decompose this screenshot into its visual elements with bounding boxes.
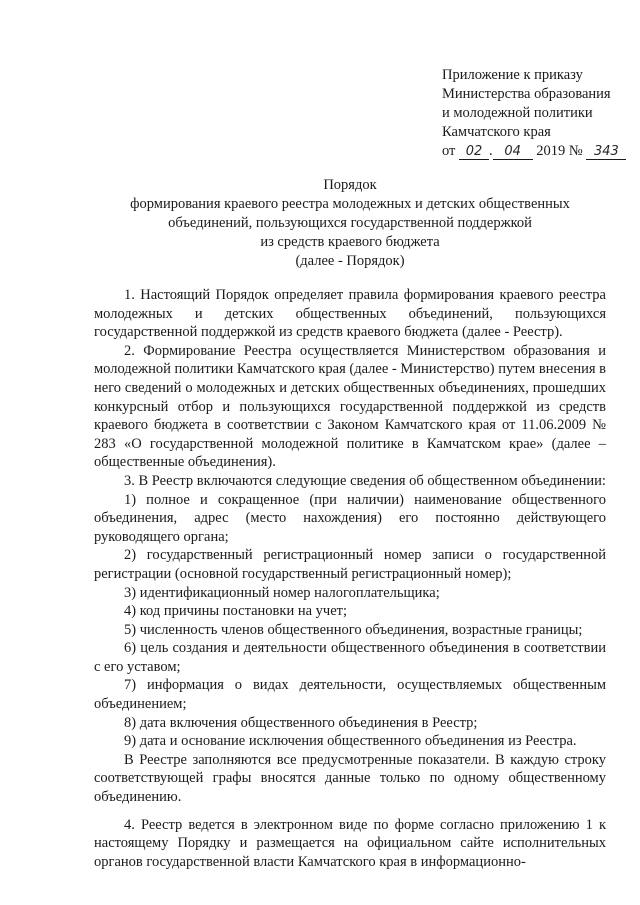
appendix-line: Приложение к приказу bbox=[442, 67, 583, 83]
title-line: (далее - Порядок) bbox=[295, 253, 405, 269]
paragraph: В Реестре заполняются все предусмотренные показатели. В каждую строку соответствующей графы вносятся данные только по одному общественному объединению. bbox=[94, 751, 606, 806]
title-line: Порядок bbox=[323, 177, 377, 193]
list-item: 1) полное и сокращенное (при наличии) наименование общественного объединения, адрес (место нахождения) его постоянно действующего руководящего органа; bbox=[94, 491, 606, 545]
paragraph: 1. Настоящий Порядок определяет правила формирования краевого реестра молодежных и детских общественных объединений, пользующихся государственной поддержкой из средств краевого бюджета (далее - Реестр). bbox=[94, 287, 606, 341]
appendix-line: Камчатского края bbox=[442, 124, 551, 140]
handwritten-month: 04 bbox=[493, 145, 533, 160]
list-item: 5) численность членов общественного объединения, возрастные границы; bbox=[124, 621, 583, 638]
list-item: 6) цель создания и деятельности общественного объединения в соответствии с его уставом; bbox=[94, 640, 606, 675]
handwritten-day: 02 bbox=[459, 145, 489, 160]
paragraph: 4. Реестр ведется в электронном виде по форме согласно приложению 1 к настоящему Порядку и размещается на официальном сайте исполнительных органов государственной власти Камчатского края в информационно- bbox=[94, 816, 606, 870]
title-line: формирования краевого реестра молодежных и детских общественных bbox=[130, 196, 570, 212]
list-item: 4) код причины постановки на учет; bbox=[124, 603, 348, 620]
list-item: 7) информация о видах деятельности, осуществляемых общественным объединением; bbox=[94, 677, 606, 713]
appendix-date-line: от 02 . 04 2019 № 343 bbox=[442, 142, 626, 161]
appendix-line: Министерства образования bbox=[442, 86, 611, 102]
handwritten-doc-number: 343 bbox=[586, 145, 626, 160]
list-item: 2) государственный регистрационный номер записи о государственной регистрации (основной государственный регистрационный номер); bbox=[94, 547, 606, 582]
appendix-line: и молодежной политики bbox=[442, 105, 593, 121]
date-year: 2019 № bbox=[536, 143, 583, 159]
list-item: 9) дата и основание исключения общественного объединения из Реестра. bbox=[124, 733, 577, 750]
appendix-block bbox=[442, 66, 626, 161]
list-item: 3) идентификационный номер налогоплательщика; bbox=[124, 584, 440, 601]
title-line: из средств краевого бюджета bbox=[260, 234, 440, 250]
document-body bbox=[94, 286, 606, 871]
title-line: объединений, пользующихся государственной поддержкой bbox=[168, 215, 532, 231]
paragraph: 2. Формирование Реестра осуществляется Министерством образования и молодежной политики Камчатского края (далее - Министерство) путем внесения в него сведений о молодежных и детских общественных объединениях, прошедших конкурсный отбор и пользующихся государственной поддержкой из средств краевого бюджета в соответствии с Законом Камчатского края от 11.06.2009 № 283 «О государственной молодежной политике в Камчатском крае» (далее – общественные объединения). bbox=[94, 342, 606, 471]
date-prefix: от bbox=[442, 143, 456, 159]
paragraph: 3. В Реестр включаются следующие сведения об общественном объединении: bbox=[124, 472, 606, 489]
list-item: 8) дата включения общественного объединения в Реестр; bbox=[124, 714, 478, 731]
document-title bbox=[100, 176, 600, 271]
